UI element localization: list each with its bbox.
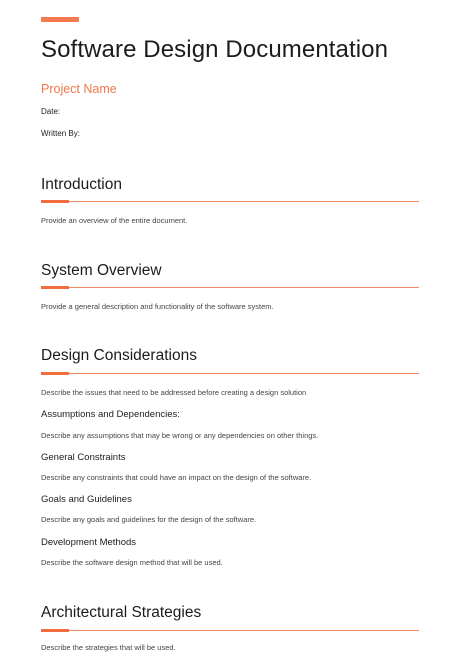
document-title: Software Design Documentation [41,36,389,63]
subsection-text-assumptions: Describe any assumptions that may be wrong or any dependencies on other things. [41,431,319,440]
section-divider [41,630,419,631]
subsection-heading-assumptions: Assumptions and Dependencies: [41,409,180,420]
section-text-system-overview: Provide a general description and functionality of the software system. [41,302,274,311]
section-heading-architectural-strategies: Architectural Strategies [41,604,202,621]
section-divider-accent [41,286,69,289]
subsection-text-general-constraints: Describe any constraints that could have an impact on the design of the software. [41,473,312,482]
subsection-heading-goals-guidelines: Goals and Guidelines [41,494,132,505]
section-heading-introduction: Introduction [41,176,122,193]
section-text-architectural-strategies: Describe the strategies that will be used. [41,643,176,652]
section-text-introduction: Provide an overview of the entire document. [41,216,188,225]
section-divider-accent [41,372,69,375]
written-by-label: Written By: [41,129,80,138]
subsection-text-development-methods: Describe the software design method that will be used. [41,558,223,567]
section-divider-accent [41,200,69,203]
subsection-heading-general-constraints: General Constraints [41,452,126,463]
title-accent-bar [41,17,79,22]
subsection-text-goals-guidelines: Describe any goals and guidelines for the design of the software. [41,515,257,524]
project-name: Project Name [41,82,117,96]
section-divider-accent [41,629,69,632]
date-label: Date: [41,107,61,116]
section-heading-design-considerations: Design Considerations [41,347,197,364]
section-heading-system-overview: System Overview [41,262,162,279]
section-text-design-considerations: Describe the issues that need to be addressed before creating a design solution [41,388,307,397]
section-divider [41,373,419,374]
section-divider [41,201,419,202]
subsection-heading-development-methods: Development Methods [41,537,137,548]
section-divider [41,287,419,288]
